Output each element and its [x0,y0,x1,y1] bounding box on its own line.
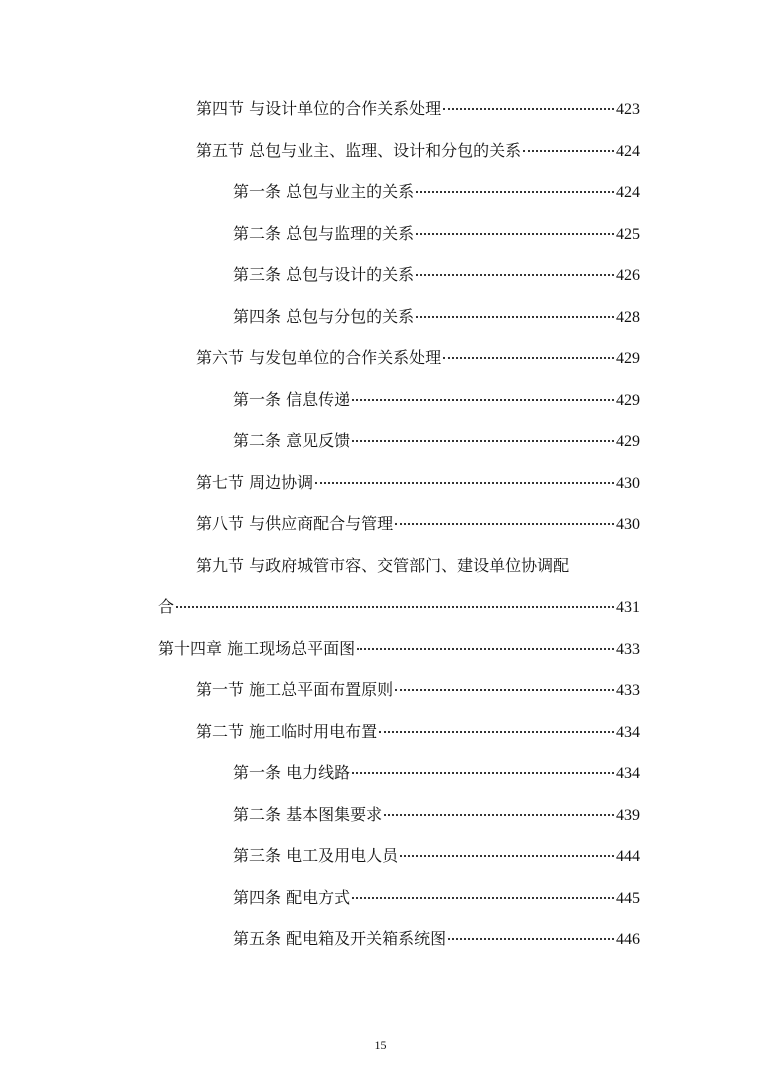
dot-leader [448,938,614,940]
toc-entry-label: 第一条 电力线路 [233,763,351,782]
toc-entry[interactable] [233,803,640,828]
toc-entry[interactable] [196,346,640,371]
toc-entry-label: 第二节 施工临时用电布置 [196,722,378,741]
toc-entry-chapter[interactable] [158,637,640,662]
dot-leader [352,440,614,442]
toc-entry-page: 444 [616,848,640,865]
toc-entry[interactable] [233,180,640,205]
toc-entry[interactable] [233,927,640,952]
dot-leader [523,150,614,152]
toc-entry-label: 第十四章 施工现场总平面图 [158,639,356,658]
toc-entry-page: 424 [616,143,640,160]
dot-leader [416,274,614,276]
dot-leader [315,482,614,484]
toc-entry[interactable] [233,263,640,288]
dot-leader [395,689,614,691]
toc-entry-label: 第三条 总包与设计的关系 [233,265,415,284]
toc-entry-label: 第四条 配电方式 [233,888,351,907]
toc-entry-page: 446 [616,931,640,948]
toc-entry[interactable] [233,429,640,454]
toc-entry-label: 第一节 施工总平面布置原则 [196,680,394,699]
dot-leader [416,191,614,193]
toc-entry-label: 第八节 与供应商配合与管理 [196,514,394,533]
toc-entry[interactable] [233,222,640,247]
toc-entry-label: 第二条 基本图集要求 [233,805,383,824]
toc-entry-page: 433 [616,641,640,658]
toc-entry-label: 第一条 信息传递 [233,390,351,409]
dot-leader [379,731,614,733]
toc-entry[interactable] [196,139,640,164]
toc-entry-label: 第二条 总包与监理的关系 [233,224,415,243]
toc-entry[interactable] [196,512,640,537]
toc-entry-label: 第四节 与设计单位的合作关系处理 [196,99,442,118]
toc-entry-page: 429 [616,350,640,367]
toc-entry-label: 第七节 周边协调 [196,473,314,492]
toc-entry-page: 433 [616,682,640,699]
toc-entry[interactable] [233,388,640,413]
toc-entry-page: 434 [616,724,640,741]
dot-leader [395,523,614,525]
toc-entry-label: 第四条 总包与分包的关系 [233,307,415,326]
dot-leader [384,814,614,816]
toc-entry-page: 425 [616,226,640,243]
page-number: 15 [374,1038,387,1052]
toc-entry[interactable] [158,595,640,620]
toc-entry-page: 423 [616,101,640,118]
dot-leader [416,233,614,235]
dot-leader [352,772,614,774]
toc-entry-label: 第五节 总包与业主、监理、设计和分包的关系 [196,141,522,160]
dot-leader [357,648,614,650]
dot-leader [352,897,614,899]
toc-entry-page: 430 [616,475,640,492]
toc-entry[interactable] [196,471,640,496]
toc-entry[interactable] [233,305,640,330]
dot-leader [352,399,614,401]
toc-entry[interactable] [196,720,640,745]
toc-entry-page: 429 [616,433,640,450]
toc-entry[interactable] [233,886,640,911]
toc-entry[interactable] [233,761,640,786]
toc-entry-page: 430 [616,516,640,533]
toc-entry-page: 424 [616,184,640,201]
dot-leader [176,606,614,608]
toc-entry-page: 439 [616,807,640,824]
toc-entry-label: 第三条 电工及用电人员 [233,846,399,865]
toc-entry-page: 431 [616,599,640,616]
toc-entry-page: 428 [616,309,640,326]
toc-entry-wrapped-line1[interactable]: 第九节 与政府城管市容、交管部门、建设单位协调配 [196,556,570,575]
toc-entry-label: 合 [158,597,175,616]
toc-entry-page: 434 [616,765,640,782]
toc-entry[interactable] [196,678,640,703]
toc-entry-page: 429 [616,392,640,409]
dot-leader [400,855,614,857]
toc-entry-page: 445 [616,890,640,907]
toc-entry-label: 第一条 总包与业主的关系 [233,182,415,201]
toc-entry-page: 426 [616,267,640,284]
dot-leader [443,357,614,359]
toc-entry-label: 第五条 配电箱及开关箱系统图 [233,929,447,948]
dot-leader [443,108,614,110]
toc-entry[interactable] [196,97,640,122]
toc-entry-label: 第六节 与发包单位的合作关系处理 [196,348,442,367]
dot-leader [416,316,614,318]
toc-entry-label: 第二条 意见反馈 [233,431,351,450]
toc-entry[interactable] [233,844,640,869]
